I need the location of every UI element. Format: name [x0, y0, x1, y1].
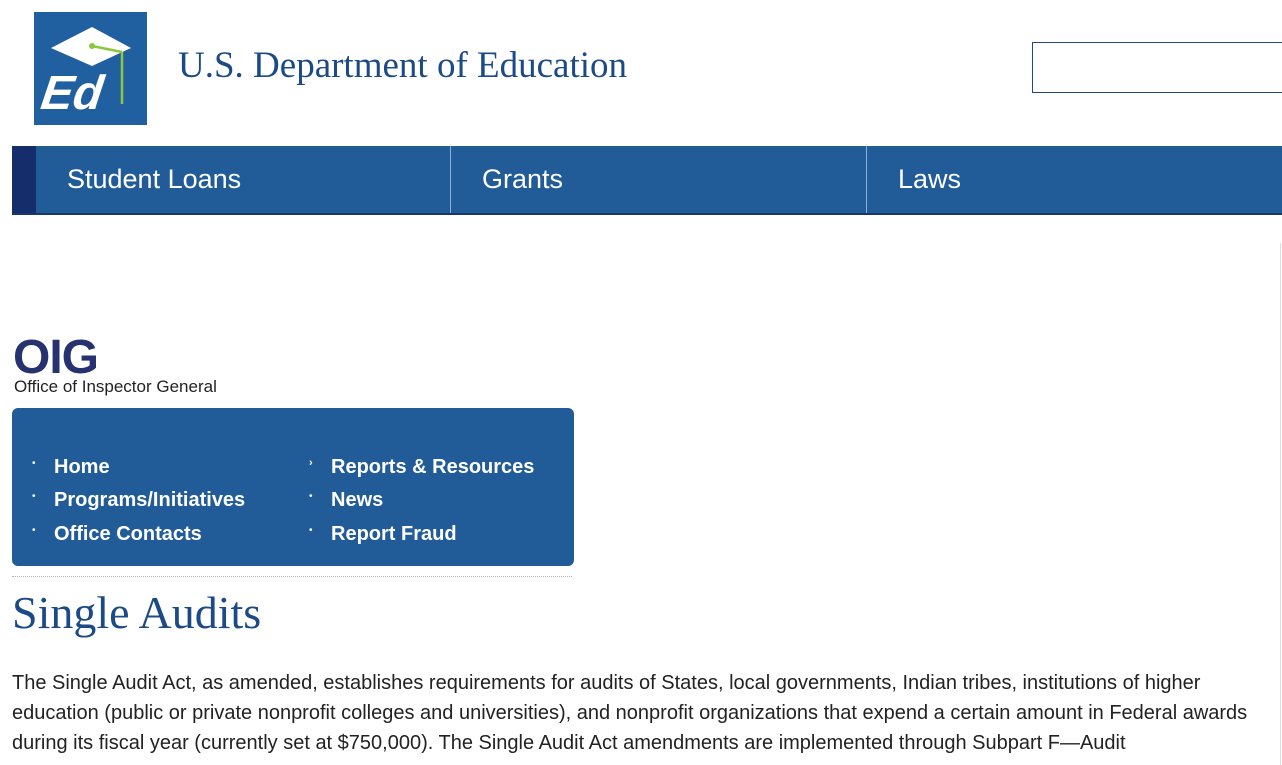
site-title[interactable]: U.S. Department of Education: [178, 45, 628, 86]
ed-logo[interactable]: [34, 12, 147, 125]
ed-graduation-cap-logo-icon: [34, 12, 147, 125]
intro-paragraph: The Single Audit Act, as amended, establishes requirements for audits of States, local governments, Indian tribes, institutions of higher education (public or private nonprofit colleges and universities), and nonprofit organizations that expend a certain amount in Federal awards during its fiscal year (currently set at $750,000). The Single Audit Act amendments are implemented through Subpart F—Audit: [12, 672, 1248, 754]
chevron-right-icon: ›: [309, 457, 313, 469]
subnav-reports-resources[interactable]: Reports & Resources: [331, 456, 535, 478]
subnav-home[interactable]: Home: [54, 456, 110, 478]
subnav-report-fraud[interactable]: Report Fraud: [331, 523, 457, 545]
nav-accent-bar: [12, 146, 36, 213]
oig-sub-nav: [12, 408, 574, 566]
bullet-dot-icon: •: [309, 525, 313, 536]
page-title: Single Audits: [12, 587, 262, 638]
bullet-dot-icon: •: [309, 491, 313, 502]
content-right-border: [1280, 243, 1281, 765]
oig-logo-subtitle: Office of Inspector General: [14, 377, 217, 396]
bullet-dot-icon: •: [32, 525, 36, 536]
svg-text:Ed: Ed: [37, 66, 107, 120]
nav-item-laws[interactable]: Laws: [866, 146, 1282, 213]
subnav-news[interactable]: News: [331, 489, 384, 511]
top-nav: [12, 146, 1282, 215]
nav-item-student-loans[interactable]: Student Loans: [67, 164, 242, 194]
oig-logo-mark[interactable]: OIG: [13, 331, 99, 384]
bullet-dot-icon: •: [32, 491, 36, 502]
section-divider: [12, 576, 572, 577]
bullet-dot-icon: •: [32, 458, 36, 469]
subnav-programs-initiatives[interactable]: Programs/Initiatives: [54, 489, 246, 511]
subnav-office-contacts[interactable]: Office Contacts: [54, 523, 202, 545]
search-input[interactable]: [1032, 42, 1282, 93]
nav-item-grants[interactable]: Grants: [450, 146, 866, 213]
